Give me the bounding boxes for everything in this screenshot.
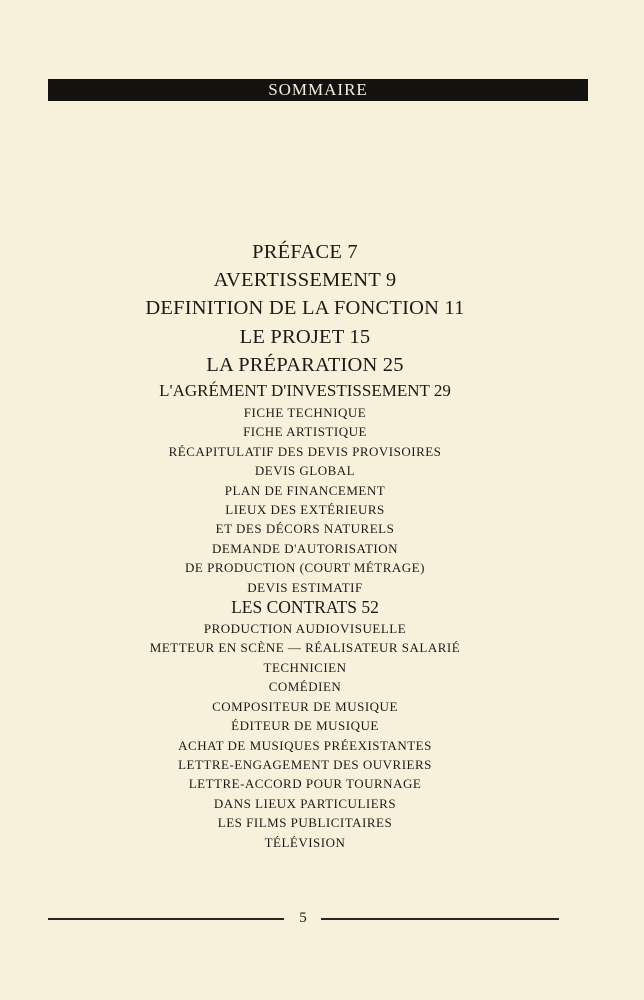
toc-subitem: FICHE ARTISTIQUE: [243, 424, 367, 440]
toc-entry-preparation: LA PRÉPARATION 25: [206, 353, 404, 376]
toc-entry-preface: PRÉFACE 7: [252, 241, 358, 263]
toc-subitem: TÉLÉVISION: [264, 834, 346, 850]
toc-subitem: PLAN DE FINANCEMENT: [224, 482, 386, 498]
toc-subitem: RÉCAPITULATIF DES DEVIS PROVISOIRES: [168, 443, 442, 459]
toc-subitem: ÉDITEUR DE MUSIQUE: [231, 718, 379, 734]
toc-subitem: COMPOSITEUR DE MUSIQUE: [212, 698, 398, 714]
toc-subitem: FICHE TECHNIQUE: [243, 405, 367, 421]
toc-subitem: COMÉDIEN: [268, 679, 342, 695]
toc-subitem: DE PRODUCTION (COURT MÉTRAGE): [185, 560, 425, 576]
toc-subitem: ET DES DÉCORS NATURELS: [215, 521, 395, 537]
toc-entry-projet: LE PROJET 15: [239, 325, 371, 348]
toc-subitem: LIEUX DES EXTÉRIEURS: [225, 502, 385, 518]
footer-rule-left: [48, 918, 284, 920]
toc-subitem: DEMANDE D'AUTORISATION: [211, 540, 399, 556]
footer-rule-right: [321, 918, 559, 920]
toc-subitem: DEVIS ESTIMATIF: [247, 579, 363, 595]
toc-entry-avertissement: AVERTISSEMENT 9: [213, 269, 397, 292]
toc-subitem: METTEUR EN SCÈNE — RÉALISATEUR SALARIÉ: [149, 640, 461, 656]
toc-subitem: LETTRE-ENGAGEMENT DES OUVRIERS: [178, 756, 432, 772]
page-title: SOMMAIRE: [48, 79, 588, 101]
toc-subitem: LES FILMS PUBLICITAIRES: [217, 815, 393, 831]
toc-subitem: TECHNICIEN: [263, 659, 347, 675]
toc-subitem: PRODUCTION AUDIOVISUELLE: [203, 621, 407, 637]
toc-section-contrats: LES CONTRATS 52: [231, 597, 379, 618]
toc-entry-definition: DEFINITION DE LA FONCTION 11: [145, 297, 465, 320]
toc-subitem: ACHAT DE MUSIQUES PRÉEXISTANTES: [178, 737, 432, 753]
toc-subitem: LETTRE-ACCORD POUR TOURNAGE: [188, 776, 422, 792]
table-of-contents: [0, 238, 610, 852]
toc-section-agrement: L'AGRÉMENT D'INVESTISSEMENT 29: [159, 381, 451, 401]
toc-subitem: DEVIS GLOBAL: [254, 463, 356, 479]
toc-subitem: DANS LIEUX PARTICULIERS: [213, 795, 397, 811]
page-number: 5: [299, 910, 307, 926]
